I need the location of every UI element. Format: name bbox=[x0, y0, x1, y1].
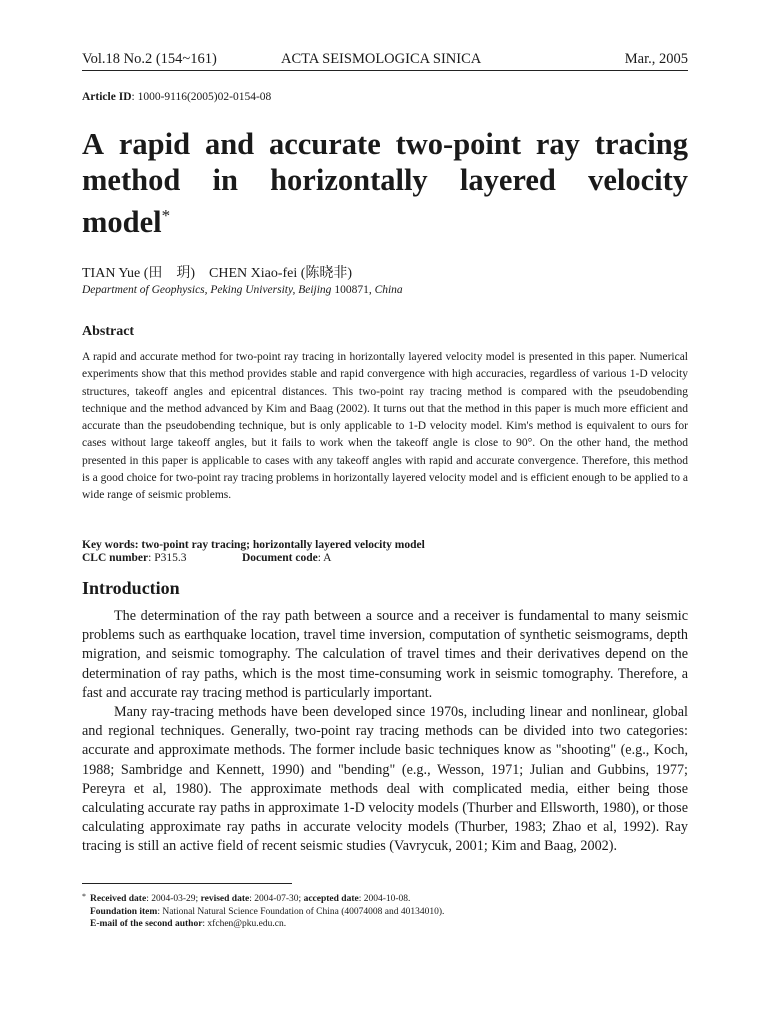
affiliation bbox=[82, 284, 403, 296]
title-line-1 bbox=[82, 126, 688, 162]
title-word: layered bbox=[459, 163, 556, 197]
footnotes bbox=[82, 893, 444, 931]
title-word: method bbox=[82, 163, 181, 197]
revised-label: revised date bbox=[200, 894, 250, 904]
document-code bbox=[242, 552, 331, 564]
foundation-value: : National Natural Science Foundation of China (40074008 and 40134010). bbox=[157, 906, 445, 917]
introduction-body bbox=[82, 607, 688, 857]
footnote-foundation bbox=[82, 906, 444, 919]
footnote-dates bbox=[82, 893, 444, 906]
title-word: rapid bbox=[118, 127, 191, 161]
clc-value: : P315.3 bbox=[148, 552, 187, 564]
issue-date: Mar., 2005 bbox=[624, 51, 688, 67]
introduction-heading: Introduction bbox=[82, 578, 180, 598]
paper-title bbox=[82, 126, 688, 240]
document-code-label: Document code bbox=[242, 552, 318, 564]
author-1: TIAN Yue (田 玥) bbox=[82, 266, 196, 281]
article-id-value: : 1000-9116(2005)02-0154-08 bbox=[131, 91, 272, 103]
title-word: A bbox=[82, 127, 105, 161]
document-code-value: : A bbox=[317, 552, 332, 564]
paragraph: The determination of the ray path between a source and a receiver is fundamental to many seismic problems such as earthquake location, travel time inversion, computation of synthetic seismograms, depth migration, and seismic tomography. The calculation of travel times and their derivatives depend on the determination of ray paths, which is the most time-consuming work in seismic tomography. Therefore, a fast and accurate ray tracing method is particularly important. bbox=[82, 608, 688, 701]
email-label: E-mail of the second author bbox=[90, 919, 203, 929]
clc-label: CLC number bbox=[82, 552, 149, 564]
keywords-value: : two-point ray tracing; horizontally layered velocity model bbox=[134, 539, 425, 551]
title-word: velocity bbox=[588, 163, 688, 197]
article-id bbox=[82, 91, 271, 103]
title-footnote-mark: * bbox=[161, 206, 171, 225]
running-header bbox=[82, 50, 688, 71]
received-value: : 2004-03-29; bbox=[146, 894, 201, 904]
title-word: two-point bbox=[395, 127, 522, 161]
title-word: in bbox=[212, 163, 238, 197]
title-word: ray bbox=[535, 127, 580, 161]
footnote-email bbox=[82, 918, 444, 931]
footnote-rule bbox=[82, 883, 292, 884]
postcode: 100871 bbox=[334, 284, 369, 296]
abstract-heading: Abstract bbox=[82, 324, 135, 339]
keywords bbox=[82, 538, 425, 552]
journal-name: ACTA SEISMOLOGICA SINICA bbox=[281, 51, 482, 67]
title-word: horizontally bbox=[270, 163, 428, 197]
accepted-label: accepted date bbox=[303, 894, 359, 904]
foundation-label: Foundation item bbox=[90, 906, 158, 917]
volume-info: Vol.18 No.2 (154~161) bbox=[82, 51, 217, 67]
affiliation-text: Department of Geophysics, Peking University, Beijing bbox=[82, 284, 335, 296]
title-word: model bbox=[82, 205, 162, 239]
author-2: CHEN Xiao-fei (陈晓非) bbox=[209, 266, 353, 281]
abstract-body: A rapid and accurate method for two-point ray tracing in horizontally layered velocity model is presented in this paper. Numerical experiments show that this method provides stable and rapid convergence with high accuracies, regardless of various 1-D velocity structures, takeoff angles and epicentral distances. This two-point ray tracing method is compared with the pseudobending technique and the method advanced by Kim and Baag (2002). It turns out that the method in this paper is much more efficient and accurate than the pseudobending technique, but is only applicable to 1-D velocity model. Kim's method is equivalent to ours for cases without large takeoff angles, but it fails to work when the takeoff angle is close to 90°. On the other hand, the method presented in this paper is applicable to cases with any takeoff angles with rapid and accurate convergence. Therefore, this method is a good choice for two-point ray tracing problems in horizontally layered velocity model and is efficient enough to be applied to a wide range of seismic problems. bbox=[82, 351, 688, 502]
article-id-label: Article ID bbox=[82, 91, 132, 103]
title-word: and bbox=[204, 127, 255, 161]
title-word: tracing bbox=[594, 127, 688, 161]
footnote-mark: * bbox=[82, 892, 86, 901]
email-value: : xfchen@pku.edu.cn. bbox=[202, 919, 287, 929]
title-line-2 bbox=[82, 162, 688, 198]
paragraph: Many ray-tracing methods have been developed since 1970s, including linear and nonlinear, global and regional techniques. Generally, two-point ray tracing methods can be divided into two categories: accurate and approximate methods. The former include basic techniques know as "shooting" (e.g., Koch, 1988; Sambridge and Kennett, 1990) and "bending" (e.g., Wesson, 1971; Julian and Gubbins, 1977; Pereyra et al, 1980). The approximate methods deal with complicated media, either being those calculating accurate ray paths in approximate 1-D velocity models (Thurber and Ellsworth, 1980), or those calculating approximate ray paths in accurate velocity models (Thurber, 1983; Zhao et al, 1992). Ray tracing is still an active field of recent seismic studies (Vavrycuk, 2001; Kim and Baag, 2002). bbox=[82, 704, 688, 855]
author-list bbox=[82, 262, 352, 282]
clc-line bbox=[82, 552, 332, 564]
keywords-label: Key words bbox=[82, 539, 135, 551]
title-word: accurate bbox=[268, 127, 381, 161]
country: , China bbox=[368, 284, 403, 296]
accepted-value: : 2004-10-08. bbox=[358, 894, 411, 904]
title-line-3 bbox=[82, 198, 688, 240]
revised-value: : 2004-07-30; bbox=[249, 894, 304, 904]
received-label: Received date bbox=[90, 894, 147, 904]
